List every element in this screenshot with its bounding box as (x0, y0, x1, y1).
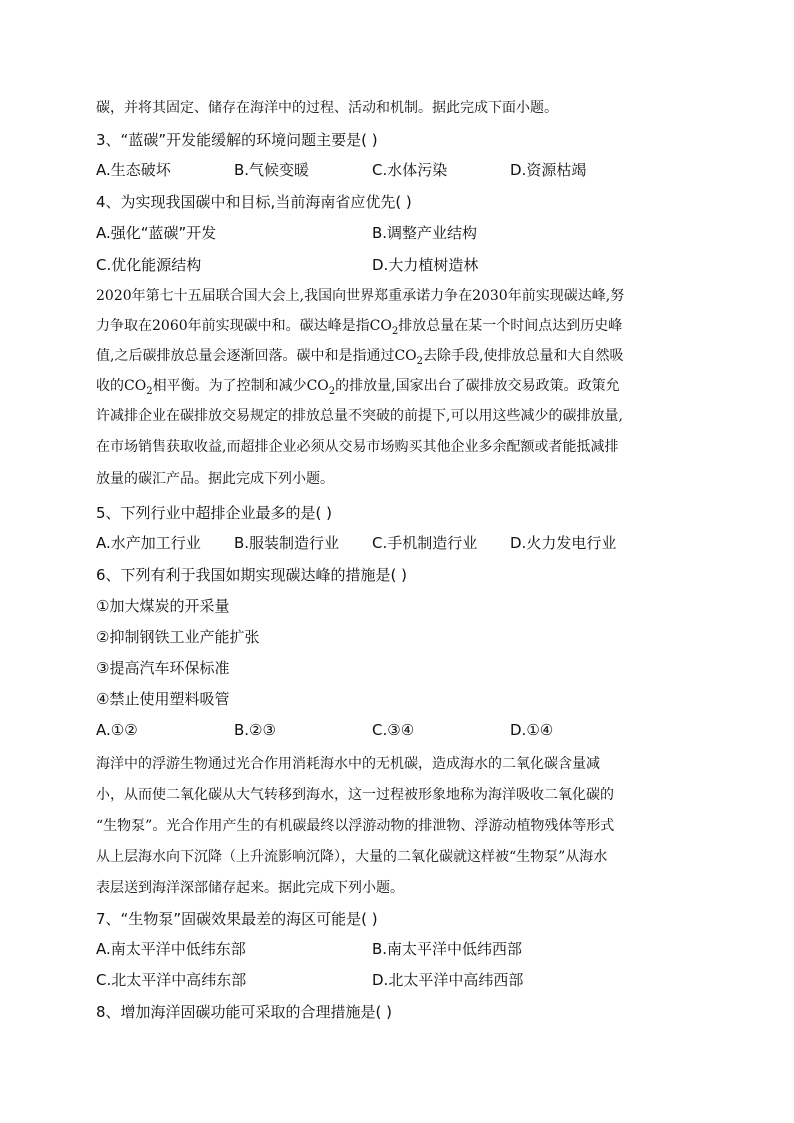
passage-2-line-3: 值,之后碳排放总量会逐渐回落。碳中和是指通过$CO_2$去除手段,使排放总量和大自然吸 (96, 348, 624, 367)
option-c[interactable]: C.③④ (372, 721, 415, 739)
passage-2-line-4: 收的$CO_2$相平衡。为了控制和减少$CO_2$的排放量,国家出台了碳排放交易政策。政策允 (96, 378, 620, 397)
passage-2-line-2: 力争取在2060年前实现碳中和。碳达峰是指$CO_2$排放总量在某一个时间点达到历史峰 (96, 318, 623, 337)
question-4-stem: 4、为实现我国碳中和目标,当前海南省应优先( ) (96, 193, 412, 211)
passage-2-line-6: 在市场销售获取收益,而超排企业必须从交易市场购买其他企业多余配额或者能抵减排 (96, 439, 619, 455)
option-a[interactable]: A.生态破坏 (96, 161, 171, 179)
option-a[interactable]: A.南太平洋中低纬东部 (96, 940, 246, 958)
passage-3-line-4: 从上层海水向下沉降（上升流影响沉降），大量的二氧化碳就这样被“生物泵”从海水 (96, 849, 608, 865)
passage-3-line-3: “生物泵”。光合作用产生的有机碳最终以浮游动物的排泄物、浮游动植物残体等形式 (96, 818, 615, 834)
option-a[interactable]: A.①② (96, 721, 138, 739)
option-d[interactable]: D.大力植树造林 (372, 256, 479, 274)
passage-2-line-7: 放量的碳汇产品。据此完成下列小题。 (96, 471, 334, 487)
option-b[interactable]: B.服装制造行业 (234, 534, 340, 552)
question-6-item-3: ③提高汽车环保标准 (96, 659, 230, 677)
question-5-stem: 5、下列行业中超排企业最多的是( ) (96, 504, 333, 522)
passage-3-line-5: 表层送到海洋深部储存起来。据此完成下列小题。 (96, 880, 404, 896)
option-c[interactable]: C.水体污染 (372, 161, 448, 179)
passage-3-line-1: 海洋中的浮游生物通过光合作用消耗海水中的无机碳，造成海水的二氧化碳含量减 (96, 756, 600, 772)
option-d[interactable]: D.北太平洋中高纬西部 (372, 971, 524, 989)
passage-2-line-1: 2020年第七十五届联合国大会上,我国向世界郑重承诺力争在2030年前实现碳达峰,努 (96, 288, 625, 304)
question-6-item-1: ①加大煤炭的开采量 (96, 597, 230, 615)
option-b[interactable]: B.调整产业结构 (372, 224, 478, 242)
option-c[interactable]: C.手机制造行业 (372, 534, 478, 552)
question-6-item-2: ②抑制钢铁工业产能扩张 (96, 628, 260, 646)
option-b[interactable]: B.②③ (234, 721, 276, 739)
question-3-stem: 3、“蓝碳”开发能缓解的环境问题主要是( ) (96, 131, 378, 149)
option-d[interactable]: D.资源枯竭 (510, 161, 587, 179)
passage-3-line-2: 小，从而使二氧化碳从大气转移到海水，这一过程被形象地称为海洋吸收二氧化碳的 (96, 787, 614, 803)
option-c[interactable]: C.北太平洋中高纬东部 (96, 971, 247, 989)
option-d[interactable]: D.火力发电行业 (510, 534, 617, 552)
option-d[interactable]: D.①④ (510, 721, 554, 739)
passage-2-line-5: 许减排企业在碳排放交易规定的排放总量不突破的前提下,可以用这些减少的碳排放量, (96, 408, 623, 424)
option-b[interactable]: B.南太平洋中低纬西部 (372, 940, 523, 958)
question-6-item-4: ④禁止使用塑料吸管 (96, 690, 230, 708)
question-8-stem: 8、增加海洋固碳功能可采取的合理措施是( ) (96, 1003, 393, 1021)
option-b[interactable]: B.气候变暖 (234, 161, 310, 179)
option-c[interactable]: C.优化能源结构 (96, 256, 202, 274)
option-a[interactable]: A.强化“蓝碳”开发 (96, 224, 217, 242)
option-a[interactable]: A.水产加工行业 (96, 534, 201, 552)
question-6-stem: 6、下列有利于我国如期实现碳达峰的措施是( ) (96, 566, 408, 584)
question-7-stem: 7、“生物泵”固碳效果最差的海区可能是( ) (96, 910, 378, 928)
intro-tail-text: 碳，并将其固定、储存在海洋中的过程、活动和机制。据此完成下面小题。 (96, 100, 558, 116)
